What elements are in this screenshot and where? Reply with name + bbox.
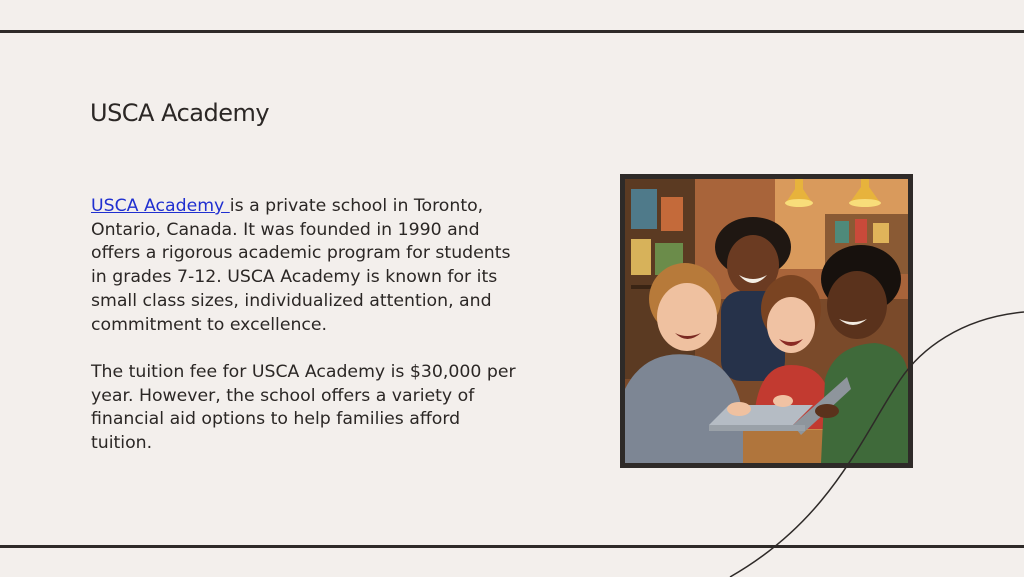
paragraph-intro [91, 195, 521, 337]
body-text [91, 195, 521, 456]
usca-academy-link[interactable]: USCA Academy [91, 196, 230, 216]
bottom-divider [0, 545, 1024, 548]
children-laptop-photo [620, 174, 913, 468]
top-divider [0, 30, 1024, 33]
paragraph-intro-text: is a private school in Toronto, Ontario, Canada. It was founded in 1990 and offers a rigorous academic program for students in grades 7-12. USCA Academy is known for its small class sizes, individualized attention, and commitment to excellence. [91, 196, 511, 335]
slide-title: USCA Academy [90, 99, 270, 127]
paragraph-tuition: The tuition fee for USCA Academy is $30,000 per year. However, the school offers a variety of financial aid options to help families afford tuition. [91, 361, 516, 454]
